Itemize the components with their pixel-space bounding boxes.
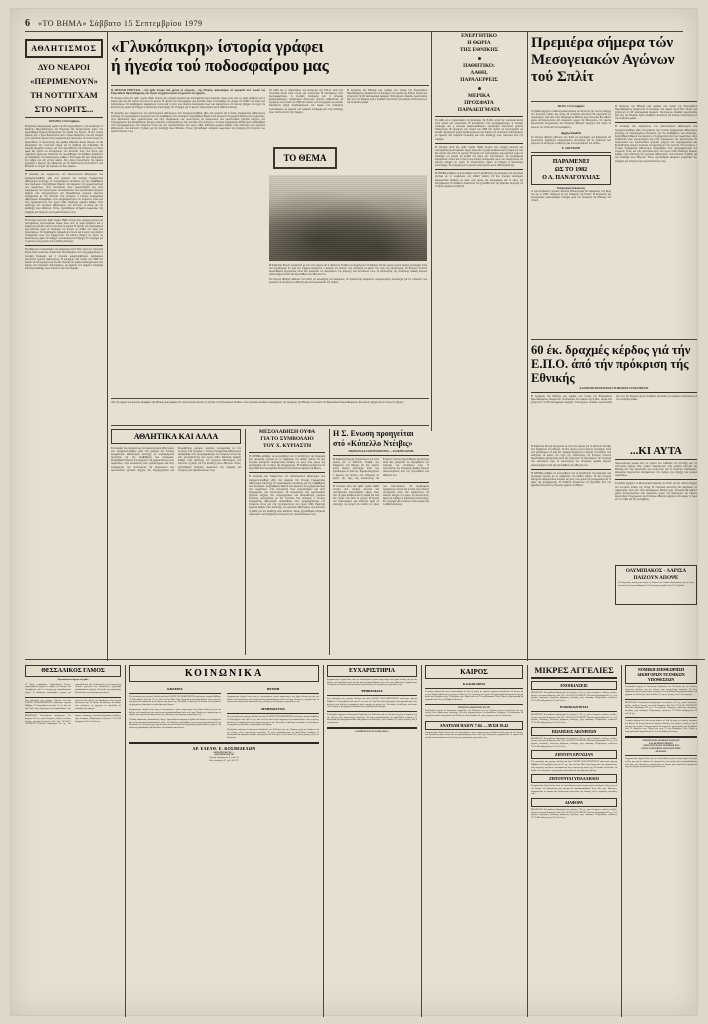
energ-body: Τά λάθη καί οί παραλείψεις τής διοίκησης τής Ε.Π.Ο. κατά τήν τελευταία διετία είναι πολλά καί ούσιαστικά. Η άνεπάρκεια στόν προγραμματισμό, ή έλλειψη ύποδομής καί ή άπουσία μακροπρόθεσμου σχεδιασμού άποτελούν χρόνιες παθογένειες. Η πρόκριση στά τελικά τού 1980 δέν πρέπει νά λειτουργήσει ώς άλλοθι. Χρειάζεται ριζική άναδιοργάνωση τών δομών τού έλληνικού ποδοσφαίρου, μέ έμφαση στά τμήματα ύποδομής καί στήν άνάδειξη νέων ταλέντων άπό τήν έπαρχία.	[435, 119, 523, 141]
classifieds-body-1: ΚΟΛΩΝΑΚΙ. Ενοικιάζεται διαμέρισμα 3ου όρόφου, 110 τ.μ., τριών δωματίων, σαλόνι, κουζίνα, λουτρό, κεντρική θέρμανση, θέα. Τηλ. 36.24.118. ΠΑΓΚΡΑΤΙ. Πωλείται διαμέρισμα 85 τ.μ., 2ου όρόφου, διαμπερές, αύτόνομη θέρμανση, άποθήκη, τιμή εύκαιρίας. Πληροφορίες τηλέφωνο 72.31.450 καθημερινώς 9-2 καί 5-8 μ.μ.	[531, 692, 617, 703]
epo-body: Η πρόκριση τής Εθνικής μας όμάδας στά τελικά τού Εύρωπαϊκού Πρωταθλήματος άναμένεται νά άποφέρει στά ταμεία τής Ε.Π.Ο. έσοδα πού ξεπερνούν τά 60 έκατομμύρια δραχμές. Ταυτόχρονα, δεκάδες όμοσπονδίες άπό όλη τήν Εύρώπη έχουν ύποβάλει προτάσεις γιά φιλικές συναντήσεις μέ τήν έλληνική ομάδα.	[531, 395, 697, 405]
left-byline: ΛΟΝΔΙΝΟ, 14 Σεπτεμβρίου	[48, 120, 80, 123]
enosi-section	[333, 429, 429, 655]
thessaliko-section	[25, 665, 121, 1017]
olympiakos-box	[615, 565, 697, 605]
koinonika-title: ΚΟΙΝΩΝΙΚΑ	[129, 665, 319, 682]
olympiakos-line1: ΟΛΥΜΠΙΑΚΟΣ - ΛΑΡΙΣΑ	[625, 568, 687, 574]
energ-body-3: Η ΟΥΕΦΑ κλήθηκε νά μεσολαβήσει γιά τή διευθέτηση τής διαφοράς πού προέκυψε σχετικά μέ τό συμβόλαιο τού διεθνή παίκτη. Οί δύο πλευρές διατηρούν διαφορετικές άπόψεις ώς πρός τούς όρους τής μεταγραφής καί τό ύψος τής άποζημίωσης. Η ύπόθεση άναμένεται νά έξετασθεί άπό τήν άρμόδια έπιτροπή τίς έπόμενες ήμέρες στή Βέρνη.	[435, 172, 523, 188]
nomiki-body2: ΚΟΛΩΝΑΚΙ. Ενοικιάζεται διαμέρισμα 3ου όρόφου, 110 τ.μ., τριών δωματίων, σαλόνι, κουζίνα, λουτρό, κεντρική θέρμανση, θέα. Τηλ. 36.24.118. ΠΑΓΚΡΑΤΙ. Πωλείται διαμέρισμα 85 τ.μ., 2ου όρόφου, διαμπερές, αύτόνομη θέρμανση, άποθήκη, τιμή εύκαιρίας. Πληροφορίες τηλέφωνο 72.31.450 καθημερινώς 9-2 καί 5-8 μ.μ.	[625, 701, 697, 715]
left-headline-3: ΤΗ ΝΟΤΤΙΓΧΑΜ	[30, 90, 98, 100]
left-headline-4: ΣΤΟ ΝΟΡΙΤΣ...	[34, 104, 94, 114]
classifieds-cat-4: ΖΗΤΟΥΝ ΕΡΓΑΣΙΑΝ	[531, 750, 617, 759]
classifieds-cat-3: ΠΩΛΗΣΕΙΣ ΑΚΙΝΗΤΩΝ	[531, 727, 617, 736]
right-headline-block	[531, 35, 697, 86]
main-lead: Η ΜΕΓΑΛΗ ΕΠΙΤΥΧΙΑ —πού ήρθε ϋστερα άπό χρόνια σέ ατίμωτα— τής Εθνικής ποδοσφαίρου νά προκριθεί στά τελικά τού Εύρωπαϊκού Πρωταθλήματος, δέν έπρεπε νά ξεχαστεί μέσα στή ρουτίνα τών ήμερών.	[111, 89, 265, 96]
nomiki-footer-4: ΕΠΑΓΓΕΛΜΑΤΙΚΗΣ ΕΚΠΑΙΔΕΥΣΕΩΣ	[641, 747, 681, 750]
panagoulias-line3: Ο Α. ΠΑΝΑΓΟΥΛΙΑΣ	[542, 175, 600, 182]
thessaliko-subtitle: Παρουσιάζεται σήμερα τό βράδυ	[57, 679, 89, 681]
masthead-text: «ΤΟ ΒΗΜΑ» Σάββατο 15 Σεπτεμβρίου 1979	[38, 18, 203, 28]
enosi-title-2: στό «Κύπελλο Ντέιβις»	[333, 438, 413, 448]
main-body-d: Η πρόκριση τής Εθνικής μας όμάδας στά τελικά τού Εύρωπαϊκού Πρωταθλήματος άναμένεται νά άποφέρει στά ταμεία τής Ε.Π.Ο. έσοδα πού ξεπερνούν τά 60 έκατομμύρια δραχμές. Ταυτόχρονα, δεκάδες όμοσπονδίες άπό όλη τήν Εύρώπη έχουν ύποβάλει προτάσεις γιά φιλικές συναντήσεις μέ τήν έλληνική ομάδα.	[347, 89, 427, 105]
stadium-photo	[269, 175, 427, 261]
main-headline-line1: «Γλυκόπικρη» ίστορία γράφει	[111, 37, 324, 56]
epo-headline: 60 έκ. δραχμές κέρδος γιά τήν Ε.Π.Ο. άπό τήν πρόκριση τής Εθνικής	[531, 343, 691, 385]
classifieds-cat-2: ΕΝΟΙΚΙΑΖΟΝΤΑΙ	[559, 704, 589, 709]
panagoulias-body: Ο όμοσπονδιακός τεχνικός Αλκέτας Παναγούλιας θά παραμείνει στή θέση του ώς τό 1982, σύμφωνα μέ τήν άπόφαση τής Ε.Π.Ο. Η άνανέωση τής συνεργασίας άνακοινώθηκε έπίσημα μετά τήν πρόκριση τής Εθνικής στά τελικά.	[531, 190, 611, 203]
right-col-b-body-2: Η σύσκεψη τών παραγόντων τού έρασιτεχνικού άθλητισμού πού πραγματοποιήθηκε χθές στά γραφεία τής Γενικής Γραμματείας Αθλητισμού κατέληξε σέ συγκεκριμένες προτάσεις γιά τήν άναβάθμιση τών ύποδομών. Συζητήθηκαν θέματα πού άφορούν στή χρηματοδότηση τών σωματείων, στήν κατασκευή νέων γυμναστηρίων καί στήν έπιμόρφωση τών προπονητών. Οί έκπρόσωποι τών όμοσπονδιών ζήτησαν αύξηση τών έπιχορηγήσεων καί θεσμοθέτηση μόνιμου πλαισίου συνεργασίας μέ τήν πολιτεία. Στή συνέχεια, ό Γενικός Γραμματέας Αθλητισμού άναφέρθηκε στόν προγραμματισμό τού έπόμενου έτους καί στίς προτεραιότητες πού έχουν τεθεί. Ιδιαίτερη έμφαση δόθηκε στήν άνάπτυξη τού σχολικού άθλητισμού, πού άποτελεί τή βάση γιά τήν άνάδειξη νέων άθλητών. Τέλος, έξετάσθηκαν αίτήματα σωματείων τής έπαρχίας γιά ένίσχυση τών έγκαταστάσεών τους.	[615, 125, 697, 163]
thessaliko-body3: ΚΟΛΩΝΑΚΙ. Ενοικιάζεται διαμέρισμα 3ου όρόφου, 110 τ.μ., τριών δωματίων, σαλόνι, κουζίνα, λουτρό, κεντρική θέρμανση, θέα. Τηλ. 36.24.118. ΠΑΓΚΡΑΤΙ. Πωλείται διαμέρισμα 85 τ.μ., 2ου όρόφου, διαμπερές, αύτόνομη θέρμανση, άποθήκη, τιμή εύκαιρίας. Πληροφορίες τηλέφωνο 72.31.450 καθημερινώς 9-2 καί 5-8 μ.μ.	[25, 715, 121, 726]
right-col-c	[531, 445, 611, 655]
ad-line2: ΔΕΡΜΑΤΟΛΟΓΟΣ —	[213, 751, 235, 754]
enosi-title-1: Η Σ. Ενωση προηγείται	[333, 429, 414, 438]
right-dateline: ΣΠΛΙΤ, 14 Σεπτεμβρίου	[557, 105, 585, 108]
koinonika-section	[129, 665, 319, 1017]
classifieds-body-2: ΚΟΛΩΝΑΚΙ. Ενοικιάζεται διαμέρισμα 3ου όρόφου, 110 τ.μ., τριών δωματίων, σαλόνι, κουζίνα, λουτρό, κεντρική θέρμανση, θέα. Τηλ. 36.24.118. ΠΑΓΚΡΑΤΙ. Πωλείται διαμέρισμα 85 τ.μ., 2ου όρόφου, διαμπερές, αύτόνομη θέρμανση, άποθήκη, τιμή εύκαιρίας. Πληροφορίες τηλέφωνο 72.31.450 καθημερινώς 9-2 καί 5-8 μ.μ.	[531, 713, 617, 724]
classifieds-body-3: ΚΟΛΩΝΑΚΙ. Ενοικιάζεται διαμέρισμα 3ου όρόφου, 110 τ.μ., τριών δωματίων, σαλόνι, κουζίνα, λουτρό, κεντρική θέρμανση, θέα. Τηλ. 36.24.118. ΠΑΓΚΡΑΤΙ. Πωλείται διαμέρισμα 85 τ.μ., 2ου όρόφου, διαμπερές, αύτόνομη θέρμανση, άποθήκη, τιμή εύκαιρίας. Πληροφορίες τηλέφωνο 72.31.450 καθημερινώς 9-2 καί 5-8 μ.μ.	[531, 737, 617, 748]
left-body-4: Τά λάθη καί οί παραλείψεις τής διοίκησης τής Ε.Π.Ο. κατά τήν τελευταία διετία είναι πολλά καί ούσιαστικά. Η άνεπάρκεια στόν προγραμματισμό, ή έλλειψη ύποδομής καί ή άπουσία μακροπρόθεσμου σχεδιασμού άποτελούν χρόνιες παθογένειες. Η πρόκριση στά τελικά τού 1980 δέν πρέπει νά λειτουργήσει ώς άλλοθι. Χρειάζεται ριζική άναδιοργάνωση τών δομών τού έλληνικού ποδοσφαίρου, μέ έμφαση στά τμήματα ύποδομής καί στήν άνάδειξη νέων ταλέντων άπό τήν έπαρχία.	[25, 248, 103, 270]
main-body-c: Τά λάθη καί οί παραλείψεις τής διοίκησης τής Ε.Π.Ο. κατά τήν τελευταία διετία είναι πολλά καί ούσιαστικά. Η άνεπάρκεια στόν προγραμματισμό, ή έλλειψη ύποδομής καί ή άπουσία μακροπρόθεσμου σχεδιασμού άποτελούν χρόνιες παθογένειες. Η πρόκριση στά τελικά τού 1980 δέν πρέπει νά λειτουργήσει ώς άλλοθι. Χρειάζεται ριζική άναδιοργάνωση τών δομών τού έλληνικού ποδοσφαίρου, μέ έμφαση στά τμήματα ύποδομής καί στήν άνάδειξη νέων ταλέντων άπό τήν έπαρχία.	[269, 89, 343, 114]
kairos-sub2: ΥΠΗΡΕΣΙΑ ΔΗΜΟΣΙΩΝ ΕΡΓΩΝ	[457, 706, 491, 709]
athletics-banner: ΑΘΛΗΤΙΣΜΟΣ	[25, 39, 103, 58]
thessaliko-body: Η λαϊκή παράσταση «Θεσσαλικός Γάμος» παρουσιάζεται σήμερα τό βράδυ στό θέατρο τού Λυκαβηττού άπό τό συγκρότημα παραδοσιακών χορών. Η έκδήλωση περιλαμβάνει χορούς καί τραγούδια άπό όλη τή Θεσσαλία, μέ τή συμμετοχή πενήντα χορευτών καί δεκαμελούς όρχήστρας παραδοσιακών όργάνων. Τά έσοδα τής παράστασης θά διατεθούν γιά φιλανθρωπικό σκοπό.	[25, 683, 121, 694]
kairos-sub: ΚΑΛΟΚΑΙΡΙΑ	[462, 682, 486, 686]
energetic-box	[435, 33, 523, 188]
ki-afta-title: ...ΚΙ ΑΥΤΑ	[630, 445, 682, 457]
kairos-body3: Ευχαριστούμε θερμά όλους όσοι μέ όποιονδήποτε τρόπο συμμετέσχον στό βαρύ πένθος μας γιά τόν θάνατο τού προσφιλούς μας πατέρα καί συμπαραστάθηκαν στόν πόνο μας. Ιδιαιτέρως εύχαριστούμε τό ιατρικό καί νοσηλευτικό προσωπικό τής κλινικής γιά τίς άμέριστες φροντίδες τους.	[425, 731, 523, 740]
mesolavisi-body2: Η σύσκεψη τών παραγόντων τού έρασιτεχνικού άθλητισμού πού πραγματοποιήθηκε χθές στά γραφεία τής Γενικής Γραμματείας Αθλητισμού κατέληξε σέ συγκεκριμένες προτάσεις γιά τήν άναβάθμιση τών ύποδομών. Συζητήθηκαν θέματα πού άφορούν στή χρηματοδότηση τών σωματείων, στήν κατασκευή νέων γυμναστηρίων καί στήν έπιμόρφωση τών προπονητών. Οί έκπρόσωποι τών όμοσπονδιών ζήτησαν αύξηση τών έπιχορηγήσεων καί θεσμοθέτηση μόνιμου πλαισίου συνεργασίας μέ τήν πολιτεία. Στή συνέχεια, ό Γενικός Γραμματέας Αθλητισμού άναφέρθηκε στόν προγραμματισμό τού έπόμενου έτους καί στίς προτεραιότητες πού έχουν τεθεί. Ιδιαίτερη έμφαση δόθηκε στήν άνάπτυξη τού σχολικού άθλητισμού, πού άποτελεί τή βάση γιά τήν άνάδειξη νέων άθλητών. Τέλος, έξετάσθηκαν αίτήματα σωματείων τής έπαρχίας γιά ένίσχυση τών έγκαταστάσεών τους.	[249, 475, 325, 516]
classifieds-body-4: Τήν προσφιλή μας μητέρα, άδελφή καί θεία ΕΛΕΝΗ ΠΑΠΑΔΟΠΟΥΛΟΥ κηδεύουμε σήμερα Σάββατο 15 Σεπτεμβρίου καί ώρα 11 π.μ. άπό τόν Ιερό Ναό Αγίου Δημητρίου καί παρακαλούμε τούς συγγενείς καί φίλους νά παραστούν στήν έκφορά τής σορού της. Τά παιδιά, τά άδέλφια, τά άνίψια. Αντί στεφάνων τά χρήματα νά διατεθούν σέ φιλανθρωπικό ίδρυμα.	[531, 761, 617, 772]
thessaliko-title: ΘΕΣΣΑΛΙΚΟΣ ΓΑΜΟΣ	[25, 665, 121, 677]
right-byline: Κ. ΧΩΤΕΣΩΝΗ	[561, 146, 581, 150]
panagoulias-box	[531, 155, 611, 185]
kairos-title: ΚΑΙΡΟΣ	[425, 665, 523, 679]
right-col-b-body: Η πρόκριση τής Εθνικής μας όμάδας στά τελικά τού Εύρωπαϊκού Πρωταθλήματος άναμένεται νά άποφέρει στά ταμεία τής Ε.Π.Ο. έσοδα πού ξεπερνούν τά 60 έκατομμύρια δραχμές. Ταυτόχρονα, δεκάδες όμοσπονδίες άπό όλη τήν Εύρώπη έχουν ύποβάλει προτάσεις γιά φιλικές συναντήσεις μέ τήν έλληνική ομάδα.	[615, 105, 697, 121]
koinonika-body-2b: Τήν προσφιλή μας μητέρα, άδελφή καί θεία ΕΛΕΝΗ ΠΑΠΑΔΟΠΟΥΛΟΥ κηδεύουμε σήμερα Σάββατο 15 Σεπτεμβρίου καί ώρα 11 π.μ. άπό τόν Ιερό Ναό Αγίου Δημητρίου καί παρακαλούμε τούς συγγενείς καί φίλους νά παραστούν στήν έκφορά τής σορού της. Τά παιδιά, τά άδέλφια, τά άνίψια. Αντί στεφάνων τά χρήματα νά διατεθούν σέ φιλανθρωπικό ίδρυμα.	[227, 716, 319, 727]
right-col-b	[615, 105, 697, 335]
page-number: 6	[25, 17, 30, 29]
right-sub1-body: Οί έλληνες άθλητές φθάνουν στό Σπλίτ μέ φιλοδοξίες γιά διακρίσεις. Οί προπονητές έκφράζουν συγκρατημένη αισιοδοξία γιά τίς έπιδόσεις πού μπορούν νά έπιτύχουν οί άθλητές μας στά άγωνίσματα τού στίβου.	[531, 135, 611, 145]
to-thema-box	[273, 147, 337, 169]
column-rule	[107, 31, 108, 661]
enosi-body2: Η έπιτυχία αύτή δέν ήρθε τυχαία. Ηρθε ύστερα άπό σκληρή δουλειά καί συστηματική προετοιμασία. Ομως πίσω άπό τή χαρά κρύβεται καί ή πικρία γιά όσα δέν έγιναν όλα αύτά τά χρόνια. Η ήγεσία τού ποδοσφαίρου μας καλείται τώρα νά άποδείξει ότι μπορεί νά σταθεί στό ύψος τών περιστάσεων. Τά προβλήματα παραμένουν πολλά καί ή λύση τους άπαιτεί συνεργασία όλων τών παραγόντων. Οί παίκτες έδειξαν ότι έχουν τίς δυνατότητες, άρκεί νά ύπάρξει ή κατάλληλη ύποστήριξη. Τό στοίχημα γιά τό μέλλον είναι μεγάλο καί ή εύθύνη άνάλογη.	[333, 484, 429, 507]
kairos-body2: Συνεδριάζει σήμερα τό Διοικητικό Συμβούλιο τού Συλλόγου γιά τήν έξέταση τρεχόντων θεμάτων καί τήν έκλογή νέας έφορευτικής έπιτροπής. Τά μέλη παρακαλούνται νά προσέλθουν έγκαίρως. Η συνεδρίαση θά πραγματοποιηθεί στά γραφεία τού Συλλόγου, όδός Σταδίου 39, τρίτος όροφος, στίς 6 τό άπόγευμα.	[425, 709, 523, 717]
right-body: Τό βράδυ άρχίζουν οί Μεσογειακοί Αγώνες τού Σπλίτ μέ τήν τελετή έναρξης στό κεντρικό στάδιο τής πόλης. Η έλληνική άποστολή θά παρελάσει μέ σημαιοφόρο έναν άπό τούς παλαίμαχους άθλητές μας. Συνολικά θά λάβουν μέρος άντιπροσωπείες άπό δεκαοκτώ χώρες τής Μεσογείου. Οί πρώτες άγωνιστικές ύποχρεώσεις τών Ελλήνων άθλητών άρχίζουν άπό αύριο τό πρωί μέ τόν στίβο καί τήν κολύμβηση.	[531, 110, 611, 129]
nomiki-title-2: ΔΙΚΗΓΟΡΩΝ ΤΕΧΝΙΚΩΝ ΥΠΟΘΕΣΕΩΝ	[637, 672, 685, 682]
right-col-a	[531, 105, 611, 335]
ad-line4: Δέχεται καθημερινώς 9-1 καί 5-8	[209, 757, 239, 760]
enosi-body: Η Σοβιετική Ενωση προηγείται μέ 2-0 στόν άγώνα γιά τό Κύπελλο Ντέιβις πού διεξάγεται στή Μόσχα. Οί δύο πρώτοι μονοί άγώνες κατέληξαν ύπέρ τών γηπεδούχων σέ τρία σέτ. Σήμερα διεξάγεται ό άγώνας τού διπλού, πού ένδέχεται νά κρίνει τήν τύχη τής συνάντησης. Οί Ελληνες τενίστες άγωνίσθηκαν άξιοπρεπώς άλλά δέν μπόρεσαν νά άνατρέψουν τήν ύπεροχή τών άντιπάλων τους. Ο προπονητής τής έλληνικής όμάδας δήλωσε ικανοποιημένος άπό τήν προσπάθεια τών άθλητών του.	[333, 458, 429, 480]
main-body-e: Η Σοβιετική Ενωση προηγείται μέ 2-0 στόν άγώνα γιά τό Κύπελλο Ντέιβις πού διεξάγεται στή Μόσχα. Οί δύο πρώτοι μονοί άγώνες κατέληξαν ύπέρ τών γηπεδούχων σέ τρία σέτ. Σήμερα διεξάγεται ό άγώνας τού διπλού, πού ένδέχεται νά κρίνει τήν τύχη τής συνάντησης. Οί Ελληνες τενίστες άγωνίσθηκαν άξιοπρεπώς άλλά δέν μπόρεσαν νά άνατρέψουν τήν ύπεροχή τών άντιπάλων τους. Ο προπονητής τής έλληνικής όμάδας δήλωσε ικανοποιημένος άπό τήν προσπάθεια τών άθλητών του.	[269, 264, 427, 277]
classifieds-cat-5: ΖΗΤΟΥΝΤΑΙ ΥΠΑΛΛΗΛΟΙ	[531, 774, 617, 783]
panagoulias-line2: ΩΣ ΤΟ 1982	[554, 167, 588, 174]
panagoulias-line1: ΠΑΡΑΜΕΝΕΙ	[552, 159, 590, 166]
koinonika-sub-mnimosyna: ΜΝΗΜΟΣΥΝΑ	[261, 707, 285, 712]
energ-line-3: ΠΑΘΗΤΙΚΟ:	[463, 63, 495, 69]
epo-story	[531, 343, 697, 404]
athlitika-section	[111, 429, 241, 655]
energ-line-6: ΜΕΡΙΚΑ	[467, 93, 491, 99]
efcharistiria-body3: Συνεδριάζει σήμερα τό Διοικητικό Συμβούλιο τού Συλλόγου γιά τήν έξέταση τρεχόντων θεμάτων καί τήν έκλογή νέας έφορευτικής έπιτροπής. Τά μέλη παρακαλούνται νά προσέλθουν έγκαίρως. Η συνεδρίαση θά πραγματοποιηθεί στά γραφεία τού Συλλόγου, όδός Σταδίου 39, τρίτος όροφος, στίς 6 τό άπόγευμα.	[327, 713, 417, 725]
thessaliko-body2: Τήν προσφιλή μας μητέρα, άδελφή καί θεία ΕΛΕΝΗ ΠΑΠΑΔΟΠΟΥΛΟΥ κηδεύουμε σήμερα Σάββατο 15 Σεπτεμβρίου καί ώρα 11 π.μ. άπό τόν Ιερό Ναό Αγίου Δημητρίου καί παρακαλούμε τούς συγγενείς καί φίλους νά παραστούν στήν έκφορά τής σορού της. Τά παιδιά, τά άδέλφια, τά άνίψια. Αντί στεφάνων τά χρήματα νά διατεθούν σέ φιλανθρωπικό ίδρυμα.	[25, 699, 121, 710]
koinonika-body-1c: Η λαϊκή παράσταση «Θεσσαλικός Γάμος» παρουσιάζεται σήμερα τό βράδυ στό θέατρο τού Λυκαβηττού άπό τό συγκρότημα παραδοσιακών χορών. Η έκδήλωση περιλαμβάνει χορούς καί τραγούδια άπό όλη τή Θεσσαλία, μέ τή συμμετοχή πενήντα χορευτών καί δεκαμελούς όρχήστρας παραδοσιακών όργάνων. Τά έσοδα τής παράστασης θά διατεθούν γιά φιλανθρωπικό σκοπό.	[129, 718, 221, 730]
nomiki-body3: Ο καιρός σήμερα θά είναι γενικά αίθριος σέ όλη τή χώρα, μέ τοπικές νεφώσεις στά βόρεια. Οί άνεμοι θά πνέουν βόρειοι άσθενείς έως μέτριοι, έντάσεως 3 μέ 4 μποφόρ στό Αιγαίο. Η θερμοκρασία θά σημειώσει μικρή άνοδο καί θά φθάσει τούς 31 βαθμούς στήν Αθήνα καί τούς 33 στή Θεσσαλία. Στήν Αθήνα ή θερμοκρασία θά κυμανθεί άπό 19 έως 30 βαθμούς Κελσίου.	[625, 720, 697, 734]
classifieds-cat-6: ΔΙΑΦΟΡΑ	[531, 798, 617, 807]
right-col-c-body2: Η ΟΥΕΦΑ κλήθηκε νά μεσολαβήσει γιά τή διευθέτηση τής διαφοράς πού προέκυψε σχετικά μέ τό συμβόλαιο τού διεθνή παίκτη. Οί δύο πλευρές διατηρούν διαφορετικές άπόψεις ώς πρός τούς όρους τής μεταγραφής καί τό ύψος τής άποζημίωσης. Η ύπόθεση άναμένεται νά έξετασθεί άπό τήν άρμόδια έπιτροπή τίς έπόμενες ήμέρες στή Βέρνη.	[531, 471, 611, 488]
nomiki-footer-2: ΚΑΙ ΘΡΗΣΚΕΥΜΑΤΩΝ	[649, 742, 673, 745]
main-story-col4	[269, 264, 427, 394]
classifieds-section	[531, 665, 617, 1017]
energ-line-4: ΛΑΘΗ,	[470, 70, 488, 76]
main-story-col1	[111, 89, 265, 394]
main-headline	[111, 37, 429, 75]
olympiakos-line2: ΠΑΙΖΟΥΝ ΑΠΟΨΕ	[633, 574, 679, 581]
classifieds-body-6: ΚΟΛΩΝΑΚΙ. Ενοικιάζεται διαμέρισμα 3ου όρόφου, 110 τ.μ., τριών δωματίων, σαλόνι, κουζίνα, λουτρό, κεντρική θέρμανση, θέα. Τηλ. 36.24.118. ΠΑΓΚΡΑΤΙ. Πωλείται διαμέρισμα 85 τ.μ., 2ου όρόφου, διαμπερές, αύτόνομη θέρμανση, άποθήκη, τιμή εύκαιρίας. Πληροφορίες τηλέφωνο 72.31.450 καθημερινώς 9-2 καί 5-8 μ.μ.	[531, 809, 617, 820]
masthead	[25, 15, 683, 32]
enosi-subtitle: ΝΙΚΗΣΑΝ ΚΑΛΛΟΓΕΡΟΠΟΥΛΟΣ — ΚΑΛΟΘΕΔΩΝΗΣ	[348, 450, 414, 453]
mesolavisi-title-3: ΤΟΥ Χ. ΚΥΡΙΑΣΤΗ	[262, 443, 312, 449]
nomiki-section	[625, 665, 697, 1017]
nomiki-body: Συνεδριάζει σήμερα τό Διοικητικό Συμβούλιο τού Συλλόγου γιά τήν έξέταση τρεχόντων θεμάτων καί τήν έκλογή νέας έφορευτικής έπιτροπής. Τά μέλη παρακαλούνται νά προσέλθουν έγκαίρως. Η συνεδρίαση θά πραγματοποιηθεί στά γραφεία τού Συλλόγου, όδός Σταδίου 39, τρίτος όροφος, στίς 6 τό άπόγευμα.	[625, 686, 697, 697]
main-body-a: Η έπιτυχία αύτή δέν ήρθε τυχαία. Ηρθε ύστερα άπό σκληρή δουλειά καί συστηματική προετοιμασία. Ομως πίσω άπό τή χαρά κρύβεται καί ή πικρία γιά όσα δέν έγιναν όλα αύτά τά χρόνια. Η ήγεσία τού ποδοσφαίρου μας καλείται τώρα νά άποδείξει ότι μπορεί νά σταθεί στό ύψος τών περιστάσεων. Τά προβλήματα παραμένουν πολλά καί ή λύση τους άπαιτεί συνεργασία όλων τών παραγόντων. Οί παίκτες έδειξαν ότι έχουν τίς δυνατότητες, άρκεί νά ύπάρξει ή κατάλληλη ύποστήριξη. Τό στοίχημα γιά τό μέλλον είναι μεγάλο καί ή εύθύνη άνάλογη.	[111, 97, 265, 110]
efcharistiria-note: ΕΦΗΜΕΡΕΥΟΝΤΑ ΦΑΡΜΑΚΕΙΑ	[355, 730, 389, 733]
left-headline-1: ΔΥΟ ΝΕΑΡΟΙ	[37, 62, 91, 72]
mesolavisi-body: Η ΟΥΕΦΑ κλήθηκε νά μεσολαβήσει γιά τή διευθέτηση τής διαφοράς πού προέκυψε σχετικά μέ τό συμβόλαιο τού διεθνή παίκτη. Οί δύο πλευρές διατηρούν διαφορετικές άπόψεις ώς πρός τούς όρους τής μεταγραφής καί τό ύψος τής άποζημίωσης. Η ύπόθεση άναμένεται νά έξετασθεί άπό τήν άρμόδια έπιτροπή τίς έπόμενες ήμέρες στή Βέρνη.	[249, 455, 325, 471]
nomiki-title-1: ΝΟΜΙΚΗ ΕΠΙΘΕΩΡΗΣΗ	[637, 667, 685, 672]
bullet-dot-2	[478, 87, 481, 90]
nomiki-title-box	[625, 665, 697, 684]
efcharistiria-section	[327, 665, 417, 1017]
panagoulias-sub: Πανηγυρική άνακοίνωση	[557, 187, 585, 191]
kairos-body: Ο καιρός σήμερα θά είναι γενικά αίθριος σέ όλη τή χώρα, μέ τοπικές νεφώσεις στά βόρεια. Οί άνεμοι θά πνέουν βόρειοι άσθενείς έως μέτριοι, έντάσεως 3 μέ 4 μποφόρ στό Αιγαίο. Η θερμοκρασία θά σημειώσει μικρή άνοδο καί θά φθάσει τούς 31 βαθμούς στήν Αθήνα καί τούς 33 στή Θεσσαλία. Στήν Αθήνα ή θερμοκρασία θά κυμανθεί άπό 19 έως 30 βαθμούς Κελσίου.	[425, 691, 523, 702]
main-body-f: Οί έλληνες άθλητές φθάνουν στό Σπλίτ μέ φιλοδοξίες γιά διακρίσεις. Οί προπονητές έκφράζουν συγκρατημένη αισιοδοξία γιά τίς έπιδόσεις πού μπορούν νά έπιτύχουν οί άθλητές μας στά άγωνίσματα τού στίβου.	[269, 278, 427, 285]
left-body-2: Η σύσκεψη τών παραγόντων τού έρασιτεχνικού άθλητισμού πού πραγματοποιήθηκε χθές στά γραφεία τής Γενικής Γραμματείας Αθλητισμού κατέληξε σέ συγκεκριμένες προτάσεις γιά τήν άναβάθμιση τών ύποδομών. Συζητήθηκαν θέματα πού άφορούν στή χρηματοδότηση τών σωματείων, στήν κατασκευή νέων γυμναστηρίων καί στήν έπιμόρφωση τών προπονητών. Οί έκπρόσωποι τών όμοσπονδιών ζήτησαν αύξηση τών έπιχορηγήσεων καί θεσμοθέτηση μόνιμου πλαισίου συνεργασίας μέ τήν πολιτεία. Στή συνέχεια, ό Γενικός Γραμματέας Αθλητισμού άναφέρθηκε στόν προγραμματισμό τού έπόμενου έτους καί στίς προτεραιότητες πού έχουν τεθεί. Ιδιαίτερη έμφαση δόθηκε στήν άνάπτυξη τού σχολικού άθλητισμού, πού άποτελεί τή βάση γιά τήν άνάδειξη νέων άθλητών. Τέλος, έξετάσθηκαν αίτήματα σωματείων τής έπαρχίας γιά ένίσχυση τών έγκαταστάσεών τους.	[25, 173, 103, 214]
energ-body-2: Η έπιτυχία αύτή δέν ήρθε τυχαία. Ηρθε ύστερα άπό σκληρή δουλειά καί συστηματική προετοιμασία. Ομως πίσω άπό τή χαρά κρύβεται καί ή πικρία γιά όσα δέν έγιναν όλα αύτά τά χρόνια. Η ήγεσία τού ποδοσφαίρου μας καλείται τώρα νά άποδείξει ότι μπορεί νά σταθεί στό ύψος τών περιστάσεων. Τά προβλήματα παραμένουν πολλά καί ή λύση τους άπαιτεί συνεργασία όλων τών παραγόντων. Οί παίκτες έδειξαν ότι έχουν τίς δυνατότητες, άρκεί νά ύπάρξει ή κατάλληλη ύποστήριξη. Τό στοίχημα γιά τό μέλλον είναι μεγάλο καί ή εύθύνη άνάλογη.	[435, 145, 523, 168]
ad-line3: ΑΦΡΟΔΙΣΙΟΛΟΓΟΣ	[214, 754, 234, 757]
mesolavisi-title-2: ΓΙΑ ΤΟ ΣΥΜΒΟΛΑΙΟ	[260, 436, 314, 442]
kairos-sub4: ΑΝΑΤΟΛΗ ΗΛΙΟΥ 7.04 — ΔΥΣΗ 19.42	[425, 721, 523, 730]
epo-sub: ΚΑΙ ΒΡΟΧΗ ΠΡΟΤΑΣΕΩΝ ΓΙΑ ΦΙΛΙΚΕΣ ΣΥΝΑΝΤΗΣΕΙΣ	[579, 387, 649, 390]
column-rule	[527, 31, 528, 661]
photo-caption	[111, 401, 429, 423]
ad-line1: ΑΡ. ΕΛΕΥΘ. Ε. ΚΟΣΜΙΔΕΛΩΝ	[192, 745, 256, 751]
efcharistiria-title: ΕΥΧΑΡΙΣΤΗΡΙΑ	[327, 665, 417, 677]
ki-afta-body: Δημοσιεύουμε μερικά άπό τά σχόλια πού έφθασαν στή σύνταξή μας τίς τελευταίες ήμέρες. Ολα σχεδόν άναφέρονται στήν μεγάλη έπιτυχία τής Εθνικής καί στίς προοπτικές πού άνοίγονται γιά τό έλληνικό ποδόσφαιρο. Ορισμένοι άναγνώστες έπισημαίνουν τήν άνάγκη γιά στήριξη τών μικρών σωματείων.	[615, 462, 697, 478]
classifieds-body-5: Ευχαριστούμε θερμά όλους όσοι μέ όποιονδήποτε τρόπο συμμετέσχον στό βαρύ πένθος μας γιά τόν θάνατο τού προσφιλούς μας πατέρα καί συμπαραστάθηκαν στόν πόνο μας. Ιδιαιτέρως εύχαριστούμε τό ιατρικό καί νοσηλευτικό προσωπικό τής κλινικής γιά τίς άμέριστες φροντίδες τους.	[531, 785, 617, 796]
column-rule	[431, 31, 432, 431]
efcharistiria-body: Ευχαριστούμε θερμά όλους όσοι μέ όποιονδήποτε τρόπο συμμετέσχον στό βαρύ πένθος μας γιά τόν θάνατο τού προσφιλούς μας πατέρα καί συμπαραστάθηκαν στόν πόνο μας. Ιδιαιτέρως εύχαριστούμε τό ιατρικό καί νοσηλευτικό προσωπικό τής κλινικής γιά τίς άμέριστες φροντίδες τους.	[327, 679, 417, 687]
koinonika-body-2: Ευχαριστούμε θερμά όλους όσοι μέ όποιονδήποτε τρόπο συμμετέσχον στό βαρύ πένθος μας γιά τόν θάνατο τού προσφιλούς μας πατέρα καί συμπαραστάθηκαν στόν πόνο μας. Ιδιαιτέρως εύχαριστούμε τό ιατρικό καί νοσηλευτικό προσωπικό τής κλινικής γιά τίς άμέριστες φροντίδες τους.	[227, 696, 319, 704]
mesolavisi-title-1: ΜΕΣΟΛΑΒΗΣΗ ΟΥΦΑ	[258, 429, 316, 435]
left-headline-2: «ΠΕΡΙΜΕΝΟΥΝ»	[30, 76, 98, 86]
main-story-col3	[347, 89, 427, 171]
energ-line-2: ΤΗΣ ΕΘΝΙΚΗΣ	[459, 47, 499, 53]
ki-afta-box	[615, 445, 697, 501]
mesolavisi-section	[249, 429, 325, 655]
nomiki-body4: Ευχαριστούμε θερμά όλους όσοι μέ όποιονδήποτε τρόπο συμμετέσχον στό βαρύ πένθος μας γιά τόν θάνατο τού προσφιλούς μας πατέρα καί συμπαραστάθηκαν στόν πόνο μας. Ιδιαιτέρως εύχαριστούμε τό ιατρικό καί νοσηλευτικό προσωπικό τής κλινικής γιά τίς άμέριστες φροντίδες τους.	[625, 758, 697, 769]
nomiki-footer-5: ΠΕΙΡΑΙΩΣ	[655, 750, 667, 753]
photo-caption-text: Από τήν ήμέρα τού μεγάλου θριάμβου τής Εθνικής μας όμάδας. Οί συγκινητικές σκηνές στό γήπεδο τού Ολυμπιακού Σταδίου, όπου χιλιάδες φίλαθλοι πανηγύρισαν τήν πρόκριση τής Εθνικής στά τελικά τού Εύρωπαϊκού Πρωταθλήματος, θά μείνουν άξέχαστες σέ όσους τίς έζησαν.	[111, 401, 404, 404]
nomiki-footer-3: ΑΝΩΤΑΤΗ ΣΧΟΛΗ ΤΕΧΝΙΚΗΣ ΚΑΙ	[643, 745, 679, 748]
right-headline: Πρεμιέρα σήμερα τών Μεσογειακών Αγώνων τού Σπλίτ	[531, 35, 675, 85]
energ-line-7: ΠΡΟΣΦΑΤΑ	[464, 100, 494, 106]
koinonika-sub-kidies: ΚΗΔΕΙΕΣ	[167, 687, 183, 691]
koinonika-sub-penthi: ΠΕΝΘΗ	[266, 687, 280, 691]
koinonika-body-1b: Ευχαριστούμε θερμά όλους όσοι μέ όποιονδήποτε τρόπο συμμετέσχον στό βαρύ πένθος μας γιά τόν θάνατο τού προσφιλούς μας πατέρα καί συμπαραστάθηκαν στόν πόνο μας. Ιδιαιτέρως εύχαριστούμε τό ιατρικό καί νοσηλευτικό προσωπικό τής κλινικής γιά τίς άμέριστες φροντίδες τους.	[129, 708, 221, 717]
athlitika-body: Η σύσκεψη τών παραγόντων τού έρασιτεχνικού άθλητισμού πού πραγματοποιήθηκε χθές στά γραφεία τής Γενικής Γραμματείας Αθλητισμού κατέληξε σέ συγκεκριμένες προτάσεις γιά τήν άναβάθμιση τών ύποδομών. Συζητήθηκαν θέματα πού άφορούν στή χρηματοδότηση τών σωματείων, στήν κατασκευή νέων γυμναστηρίων καί στήν έπιμόρφωση τών προπονητών. Οί έκπρόσωποι τών όμοσπονδιών ζήτησαν αύξηση τών έπιχορηγήσεων καί θεσμοθέτηση μόνιμου πλαισίου συνεργασίας μέ τήν πολιτεία. Στή συνέχεια, ό Γενικός Γραμματέας Αθλητισμού άναφέρθηκε στόν προγραμματισμό τού έπόμενου έτους καί στίς προτεραιότητες πού έχουν τεθεί. Ιδιαίτερη έμφαση δόθηκε στήν άνάπτυξη τού σχολικού άθλητισμού, πού άποτελεί τή βάση γιά τήν άνάδειξη νέων άθλητών. Τέλος, έξετάσθηκαν αίτήματα σωματείων τής έπαρχίας γιά ένίσχυση τών έγκαταστάσεών τους.	[111, 447, 241, 472]
classifieds-cat-1: ΕΝΟΙΚΙΑΣΕΙΣ	[531, 681, 617, 690]
energ-line-1: Η ΘΩΡΙΑ	[467, 40, 491, 46]
koinonika-body-2c: Συνεδριάζει σήμερα τό Διοικητικό Συμβούλιο τού Συλλόγου γιά τήν έξέταση τρεχόντων θεμάτων καί τήν έκλογή νέας έφορευτικής έπιτροπής. Τά μέλη παρακαλούνται νά προσέλθουν έγκαίρως. Η συνεδρίαση θά πραγματοποιηθεί στά γραφεία τού Συλλόγου, όδός Σταδίου 39, τρίτος όροφος, στίς 6 τό άπόγευμα.	[227, 728, 319, 740]
kairos-section	[425, 665, 523, 1017]
ad-line5: όδός Ακαδημίας 57, τηλ. 36.12.97	[209, 759, 239, 762]
energ-line-8: ΠΑΡΑΔΕΙΓΜΑΤΑ	[457, 107, 501, 113]
main-body-b: Η σύσκεψη τών παραγόντων τού έρασιτεχνικού άθλητισμού πού πραγματοποιήθηκε χθές στά γραφεία τής Γενικής Γραμματείας Αθλητισμού κατέληξε σέ συγκεκριμένες προτάσεις γιά τήν άναβάθμιση τών ύποδομών. Συζητήθηκαν θέματα πού άφορούν στή χρηματοδότηση τών σωματείων, στήν κατασκευή νέων γυμναστηρίων καί στήν έπιμόρφωση τών προπονητών. Οί έκπρόσωποι τών όμοσπονδιών ζήτησαν αύξηση τών έπιχορηγήσεων καί θεσμοθέτηση μόνιμου πλαισίου συνεργασίας μέ τήν πολιτεία. Στή συνέχεια, ό Γενικός Γραμματέας Αθλητισμού άναφέρθηκε στόν προγραμματισμό τού έπόμενου έτους καί στίς προτεραιότητες πού έχουν τεθεί. Ιδιαίτερη έμφαση δόθηκε στήν άνάπτυξη τού σχολικού άθλητισμού, πού άποτελεί τή βάση γιά τήν άνάδειξη νέων άθλητών. Τέλος, έξετάσθηκαν αίτήματα σωματείων τής έπαρχίας γιά ένίσχυση τών έγκαταστάσεών τους.	[111, 111, 265, 134]
right-col-c-body: Η Σοβιετική Ενωση προηγείται μέ 2-0 στόν άγώνα γιά τό Κύπελλο Ντέιβις πού διεξάγεται στή Μόσχα. Οί δύο πρώτοι μονοί άγώνες κατέληξαν ύπέρ τών γηπεδούχων σέ τρία σέτ. Σήμερα διεξάγεται ό άγώνας τού διπλού, πού ένδέχεται νά κρίνει τήν τύχη τής συνάντησης. Οί Ελληνες τενίστες άγωνίσθηκαν άξιοπρεπώς άλλά δέν μπόρεσαν νά άνατρέψουν τήν ύπεροχή τών άντιπάλων τους. Ο προπονητής τής έλληνικής όμάδας δήλωσε ικανοποιημένος άπό τήν προσπάθεια τών άθλητών του.	[531, 445, 611, 467]
efcharistiria-sub: ΨΗΦΙΣΜΑΤΑ	[361, 689, 383, 694]
ki-afta-body2: Τό βράδυ άρχίζουν οί Μεσογειακοί Αγώνες τού Σπλίτ μέ τήν τελετή έναρξης στό κεντρικό στάδιο τής πόλης. Η έλληνική άποστολή θά παρελάσει μέ σημαιοφόρο έναν άπό τούς παλαίμαχους άθλητές μας. Συνολικά θά λάβουν μέρος άντιπροσωπείες άπό δεκαοκτώ χώρες τής Μεσογείου. Οί πρώτες άγωνιστικές ύποχρεώσεις τών Ελλήνων άθλητών άρχίζουν άπό αύριο τό πρωί μέ τόν στίβο καί τήν κολύμβηση.	[615, 482, 697, 501]
main-headline-line2: ή ήγεσία τού ποδοσφαίρου μας	[111, 56, 329, 75]
bullet-dot	[478, 57, 481, 60]
paper-sheet	[10, 8, 698, 1016]
nomiki-footer-1: ΥΠΟΥΡΓΕΙΟΝ ΕΘΝΙΚΗΣ ΠΑΙΔΕΙΑΣ	[642, 739, 680, 742]
energ-line-5: ΠΑΡΑΛΕΙΨΕΙΣ	[460, 77, 498, 83]
athlitika-title: ΑΘΛΗΤΙΚΑ ΚΑΙ ΑΛΛΑ	[111, 429, 241, 444]
left-body-3: Η έπιτυχία αύτή δέν ήρθε τυχαία. Ηρθε ύστερα άπό σκληρή δουλειά καί συστηματική προετοιμασία. Ομως πίσω άπό τή χαρά κρύβεται καί ή πικρία γιά όσα δέν έγιναν όλα αύτά τά χρόνια. Η ήγεσία τού ποδοσφαίρου μας καλείται τώρα νά άποδείξει ότι μπορεί νά σταθεί στό ύψος τών περιστάσεων. Τά προβλήματα παραμένουν πολλά καί ή λύση τους άπαιτεί συνεργασία όλων τών παραγόντων. Οί παίκτες έδειξαν ότι έχουν τίς δυνατότητες, άρκεί νά ύπάρξει ή κατάλληλη ύποστήριξη. Τό στοίχημα γιά τό μέλλον είναι μεγάλο καί ή εύθύνη άνάλογη.	[25, 218, 103, 244]
left-body: Η αγγλική ποδοσφαιρική ομάδα τής Νόττιγχαμ Φόρεστ, πού κατέκτησε τό Κύπελλο Πρωταθλητριών τής Εύρώπης, θά άντιμετωπίσει αύριο στό πρωτάθλημα Πρώτης Κατηγορίας τήν όμάδα τού Νόριτς. Οί δύο νεαροί παίκτες της, ό Τζών Ρόμπερτσον καί ό Γκάρυ Μπέρτλες, πού δέν έπαιξαν στόν τελευταίο άγώνα λόγω τραυματισμού, δηλώνουν ότι είναι έτοιμοι νά άγωνισθούν. Ο προπονητής τής ομάδας Μπράιαν Κλώφ δήλωσε ότι θά άποφασίσει τήν τελευταία στιγμή γιά τή σύνθεση τής ένδεκάδας. Τό παιχνίδι θεωρείται εύκολο γιά τούς πρωταθλητές τής Εύρώπης, οί όποίοι όμως δέν πρέπει νά ύποτιμήσουν τόν άντίπαλό τους, πού φέτος έχει σημειώσει άξιόλογες έπιδόσεις στό πρωτάθλημα. Οί φίλαθλοι άναμένουν μέ ένδιαφέρον τήν άναμέτρηση, καθώς ή Νόττιγχαμ δέν έχει άκόμη βρεί τόν ρυθμό της στή φετινή σαιζόν. Στίς άλλες συναντήσεις τής ήμέρας ξεχωρίζει ό άγώνας τής Λίβερπουλ μέ τήν Μάντσεστερ Γιουνάιτεντ, πού θά δώσει τό στίγμα τής πορείας τών δύο ομάδων.	[25, 125, 103, 169]
efcharistiria-body2: Τήν προσφιλή μας μητέρα, άδελφή καί θεία ΕΛΕΝΗ ΠΑΠΑΔΟΠΟΥΛΟΥ κηδεύουμε σήμερα Σάββατο 15 Σεπτεμβρίου καί ώρα 11 π.μ. άπό τόν Ιερό Ναό Αγίου Δημητρίου καί παρακαλούμε τούς συγγενείς καί φίλους νά παραστούν στήν έκφορά τής σορού της. Τά παιδιά, τά άδέλφια, τά άνίψια. Αντί στεφάνων τά χρήματα νά διατεθούν σέ φιλανθρωπικό ίδρυμα.	[327, 698, 417, 709]
olympiakos-body: Ο Ολυμπιακός ύποδέχεται άπόψε τή Λάρισα στό στάδιο Καραϊσκάκη γιά τήν τρίτη άγωνιστική τού πρωταθλήματος. Η άναμέτρηση άρχίζει στίς 8.30 τό βράδυ.	[618, 582, 694, 587]
koinonika-body-1: Τήν προσφιλή μας μητέρα, άδελφή καί θεία ΕΛΕΝΗ ΠΑΠΑΔΟΠΟΥΛΟΥ κηδεύουμε σήμερα Σάββατο 15 Σεπτεμβρίου καί ώρα 11 π.μ. άπό τόν Ιερό Ναό Αγίου Δημητρίου καί παρακαλούμε τούς συγγενείς καί φίλους νά παραστούν στήν έκφορά τής σορού της. Τά παιδιά, τά άδέλφια, τά άνίψια. Αντί στεφάνων τά χρήματα νά διατεθούν σέ φιλανθρωπικό ίδρυμα.	[129, 696, 221, 707]
classifieds-title: ΜΙΚΡΕΣ ΑΓΓΕΛΙΕΣ	[534, 665, 614, 675]
to-thema-label: ΤΟ ΘΕΜΑ	[283, 153, 327, 163]
energ-line-0: ΕΝΕΡΓΗΤΙΚΟ	[461, 33, 497, 39]
right-sub1: Αρχη έλπιδών	[560, 130, 582, 135]
